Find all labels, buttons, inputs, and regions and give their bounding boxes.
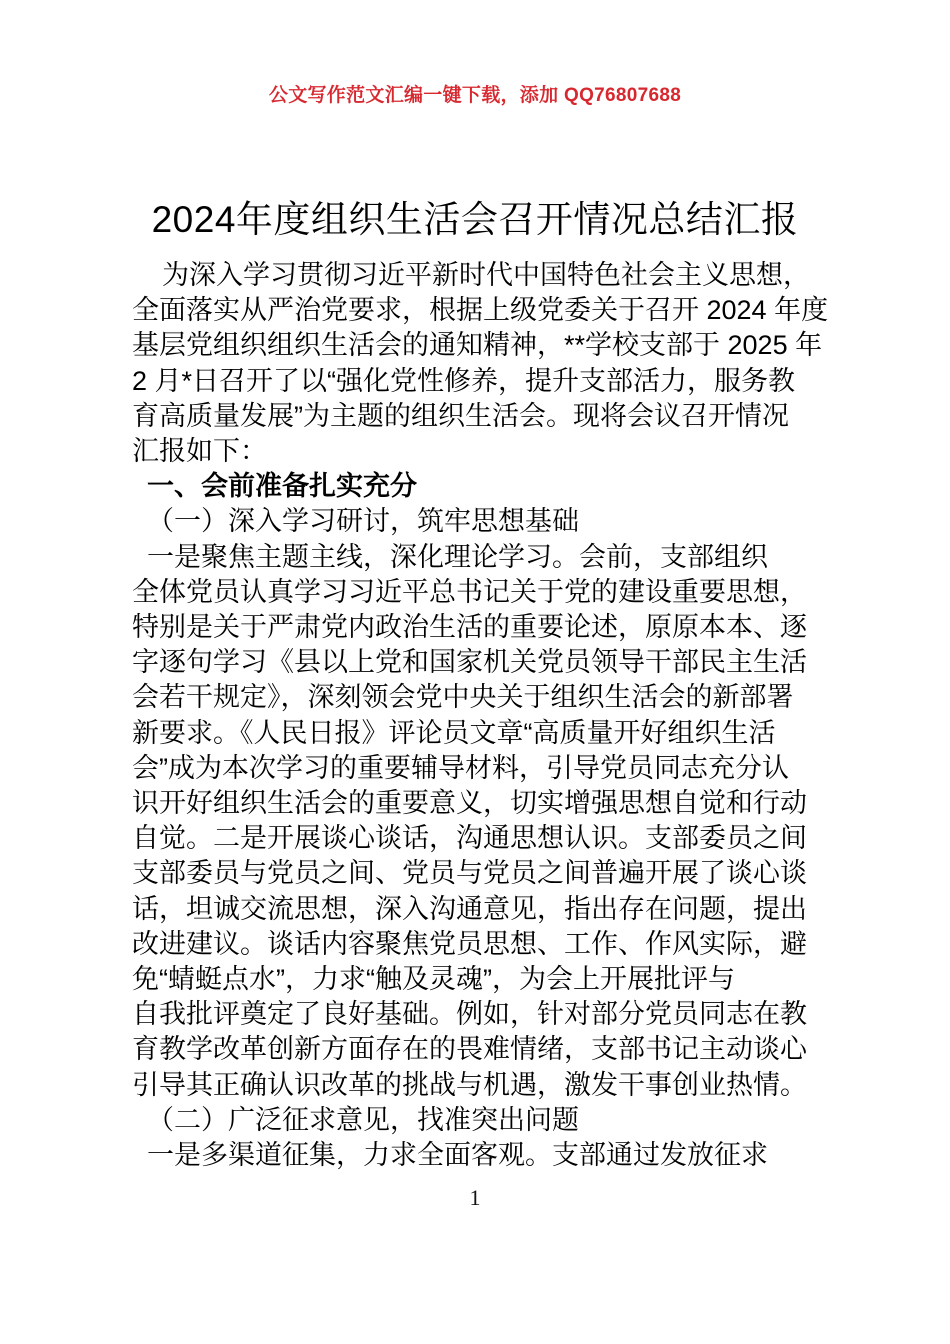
body-text-line: 全体党员认真学习习近平总书记关于党的建设重要思想， bbox=[132, 576, 807, 607]
body-text-line: 育教学改革创新方面存在的畏难情绪，支部书记主动谈心 bbox=[132, 1034, 807, 1065]
body-text-line: 一是聚焦主题主线，深化理论学习。会前，支部组织 bbox=[132, 541, 769, 572]
body-text-line: 识开好组织生活会的重要意义，切实增强思想自觉和行动 bbox=[132, 788, 807, 819]
body-text-line: （二）广泛征求意见，找准突出问题 bbox=[132, 1104, 580, 1135]
watermark-promo-text: 公文写作范文汇编一键下载，添加 QQ76807688 bbox=[268, 85, 682, 106]
body-heading-line: 一、会前准备扎实充分 bbox=[132, 471, 418, 502]
body-text-line: 全面落实从严治党要求，根据上级党委关于召开 2024 年度 bbox=[132, 295, 829, 326]
body-text-line: 育高质量发展”为主题的组织生活会。现将会议召开情况 bbox=[132, 400, 789, 431]
body-text-line: 会若干规定》，深刻领会党中央关于组织生活会的新部署 bbox=[132, 682, 794, 713]
body-text-line: 一是多渠道征集，力求全面客观。支部通过发放征求 bbox=[132, 1140, 769, 1171]
body-text-line: 支部委员与党员之间、党员与党员之间普遍开展了谈心谈 bbox=[132, 858, 807, 889]
body-text-line: 免“蜻蜓点水”，力求“触及灵魂”，为会上开展批评与 bbox=[132, 964, 735, 995]
document-body bbox=[132, 258, 829, 1173]
page-number: 1 bbox=[469, 1185, 481, 1210]
body-text-line: 基层党组织组织生活会的通知精神，**学校支部于 2025 年 bbox=[132, 330, 823, 361]
body-text-line: 汇报如下： bbox=[132, 436, 267, 467]
body-text-line: 新要求。《人民日报》评论员文章“高质量开好组织生活 bbox=[132, 717, 776, 748]
body-text-line: 引导其正确认识改革的挑战与机遇，激发干事创业热情。 bbox=[132, 1069, 807, 1100]
body-text-line: 为深入学习贯彻习近平新时代中国特色社会主义思想， bbox=[132, 260, 811, 290]
body-text-line: 改进建议。谈话内容聚焦党员思想、工作、作风实际，避 bbox=[132, 928, 807, 959]
body-text-line: 自觉。二是开展谈心谈话，沟通思想认识。支部委员之间 bbox=[132, 823, 807, 854]
body-text-line: 会”成为本次学习的重要辅导材料，引导党员同志充分认 bbox=[132, 752, 789, 783]
body-text-line: 特别是关于严肃党内政治生活的重要论述，原原本本、逐 bbox=[132, 612, 807, 643]
body-text-line: （一）深入学习研讨，筑牢思想基础 bbox=[132, 506, 580, 537]
body-text-line: 字逐句学习《县以上党和国家机关党员领导干部民主生活 bbox=[132, 647, 807, 678]
body-text-line: 话，坦诚交流思想，深入沟通意见，指出存在问题，提出 bbox=[132, 893, 807, 924]
body-text-line: 自我批评奠定了良好基础。例如，针对部分党员同志在教 bbox=[132, 999, 807, 1030]
page-title: 2024年度组织生活会召开情况总结汇报 bbox=[151, 198, 799, 240]
body-text-line: 2 月*日召开了以“强化党性修养，提升支部活力，服务教 bbox=[132, 365, 796, 396]
